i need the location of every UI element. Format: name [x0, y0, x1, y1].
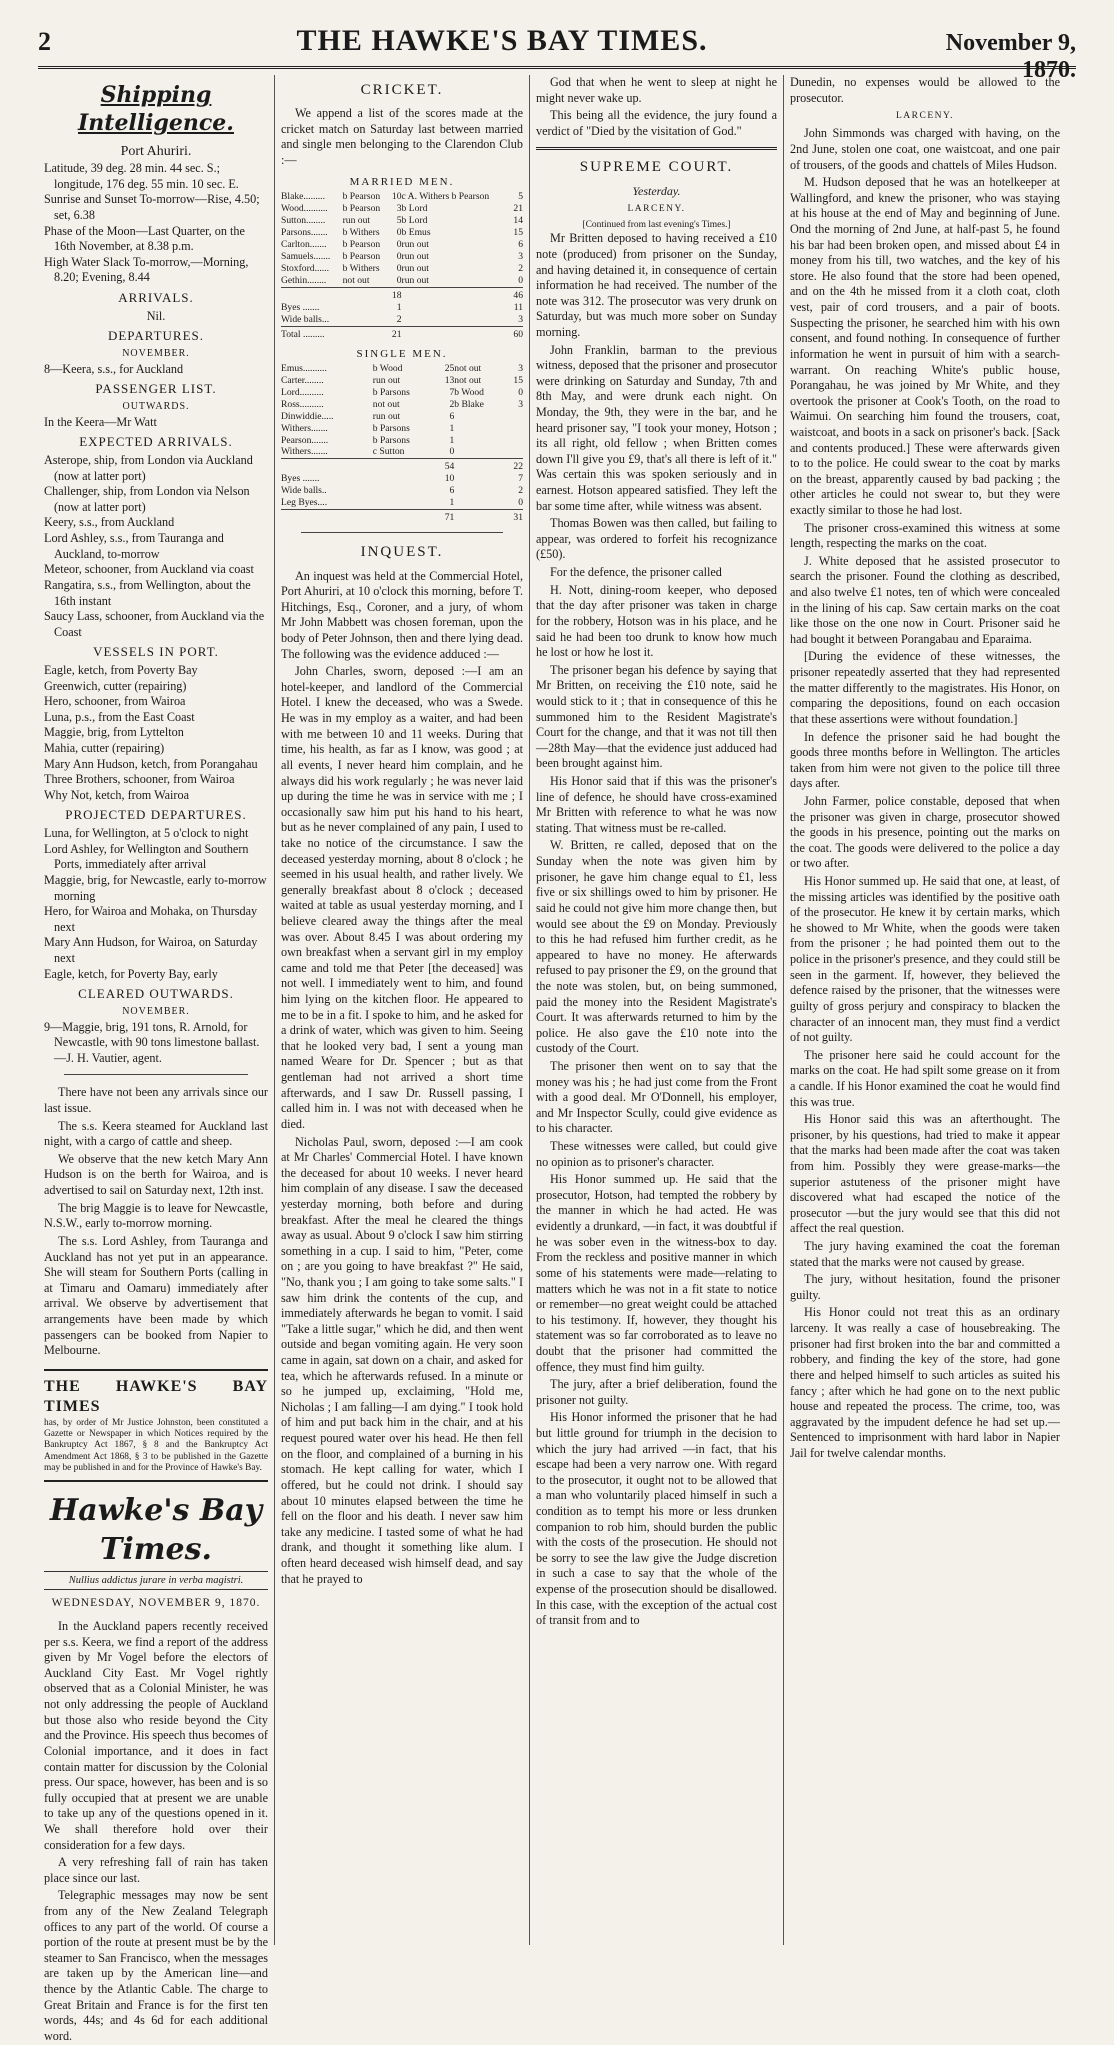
cleared-month: NOVEMBER.	[122, 1005, 190, 1017]
projected-item: Hero, for Wairoa and Mohaka, on Thursday next	[44, 904, 258, 934]
continued-note: [Continued from last evening's Times.]	[582, 220, 731, 231]
score-cell: 0	[396, 262, 402, 274]
score-cell: Withers.......	[281, 446, 328, 458]
score-cell: 1	[449, 434, 455, 446]
score-cell: 25	[444, 362, 455, 374]
extras-row	[281, 485, 523, 497]
departure-item: 8—Keera, s.s., for Auckland	[44, 361, 184, 376]
projected-item: Luna, for Wellington, at 5 o'clock to night	[44, 826, 249, 841]
score-cell: 7	[449, 386, 455, 398]
extras-row	[281, 302, 523, 314]
score-cell	[506, 423, 523, 435]
score-cell: not out	[372, 398, 400, 410]
editorial-paragraph: Telegraphic messages may now be sent from any of the New Zealand Telegraph offices to any part of the world. Of course a portion of the route at present must be by the steamer to San Francisco, when the messages are taken up by the American line—and thence by the Atlantic Cable. The charge to Great Britain and France is for the first ten words, 44s; and 4s 6d for each additional word.	[44, 1888, 268, 2043]
score-row	[281, 263, 523, 275]
larceny-paragraph: John Farmer, police constable, deposed that when the prisoner was given in charge, prosecutor showed the goods in his presence, pointing out the marks on the coat. The goods were delivered to the police a day or two after.	[790, 793, 1060, 871]
larceny-paragraph: [During the evidence of these witnesses, the prisoner repeatedly asserted that they had represented the matter differently to the magistrates. His Honor, on comparing the depositions, found on each occasion that these assertions were without foundation.]	[790, 649, 1060, 726]
score-cell: 0	[396, 274, 402, 286]
score-cell	[454, 423, 506, 435]
section-rule	[536, 147, 777, 150]
score-cell: b Pearson	[342, 238, 381, 250]
score-row	[281, 423, 523, 435]
expected-item: Challenger, ship, from London via Nelson (now at latter port)	[44, 484, 250, 514]
score-cell: 15	[513, 226, 523, 238]
editorial-paragraph: A very refreshing fall of rain has taken place since our last.	[44, 1855, 268, 1885]
inquest-paragraph: John Charles, sworn, deposed :—I am an hotel-keeper, and landlord of the Commercial Hotel. I knew the deceased, who was a Swede. He was in my employ as a waiter, and had been with me between 10 and 11 weeks. During that time, his health, as far as I know, was good ; at all events, I never heard him complain, and he always did his work regularly ; he was never laid up during the time he was in service with me ; I occasionally saw him put his hand to his heart, but as he never complained of any pain, I used to take no notice of the circumstance. I saw the deceased yesterday morning, about 8 o'clock ; he seemed in his usual health, and rather lively. We generally breakfast about 8 o'clock ; deceased waited at table as usual yesterday morning, and I believe cleared away the things after the meal was over. About 8.45 I was about ordering my own breakfast when a servant girl in my employ came and told me that Peter [the deceased] was not well. I immediately went to him, and found him lying on the kitchen floor. He appeared to me to be in a fit. I spoke to him, and he asked for a drink of water, which was given to him. Seeing that he looked very bad, I sent a young man named Weare for Dr. Spencer ; but as that gentleman had not arrived a short time afterwards, and I saw Dr. Russell passing, I called him in. I was not with deceased when he died.	[281, 664, 523, 1131]
supreme-day: Yesterday.	[632, 183, 681, 198]
expected-item: Meteor, schooner, from Auckland via coast	[44, 562, 254, 577]
subtotal-row	[281, 287, 523, 301]
score-cell: b Wood	[454, 386, 484, 398]
score-cell: 2	[518, 262, 523, 274]
larceny-paragraph: His Honor summed up. He said that one, at least, of the missing articles was identified by the positive oath of the prosecutor. He knew it by certain marks, which he showed to Mr White, when the goods were taken from the prisoner ; he had pointed them out to the police in the prisoner's presence, and they could still be seen in the garment. If, however, they believed the defence raised by the prisoner, that the witnesses were guilty of gross perjury and conspiracy to blacken the character of an innocent man, they must find a verdict of not guilty.	[790, 874, 1060, 1045]
extras-row	[281, 314, 523, 326]
score-cell: 2	[449, 398, 455, 410]
editorial-paper-title: Hawke's Bay Times.	[49, 1493, 263, 1567]
inquest-heading: INQUEST.	[360, 544, 444, 561]
expected-item: Keery, s.s., from Auckland	[44, 515, 175, 530]
score-cell: Carter........	[281, 374, 324, 386]
notice-title: THE HAWKE'S BAY TIMES	[44, 1377, 268, 1416]
passenger-heading: PASSENGER LIST.	[95, 381, 217, 397]
score-row	[281, 446, 523, 458]
supreme-paragraph: Thomas Bowen was then called, but failing to appear, was ordered to forfeit his recognizance (£50).	[536, 516, 777, 562]
total-value: 31	[506, 510, 523, 524]
score-cell: Ross..........	[281, 398, 324, 410]
subtotal-row	[281, 459, 523, 473]
single-heading: SINGLE MEN.	[356, 347, 448, 360]
departures-list	[44, 362, 268, 378]
notice-body: has, by order of Mr Justice Johnston, been constituted a Gazette or Newspaper in which Notices required by the Bankruptcy Act 1867, § 8 and the Bankruptcy Act Amendment Act 1868, § 3 to be published in the Gazette may be published in and for the Province of Hawke's Bay.	[44, 1417, 268, 1473]
score-row	[281, 239, 523, 251]
subtotal-cell: 22	[506, 459, 523, 473]
score-cell: c A. Withers b Pearson	[401, 190, 490, 202]
score-cell: Emus..........	[281, 362, 327, 374]
supreme-continued: Dunedin, no expenses would be allowed to the prosecutor.	[790, 75, 1060, 105]
score-row	[281, 203, 523, 215]
extras-value: 1	[449, 497, 455, 509]
editorial-dateline: WEDNESDAY, NOVEMBER 9, 1870.	[51, 1597, 261, 1610]
cleared-heading: CLEARED OUTWARDS.	[78, 986, 234, 1002]
extras-value: 2	[518, 485, 523, 497]
subtotal-cell: 54	[438, 459, 455, 473]
larceny-paragraph: The jury having examined the coat the foreman stated that the marks were not caused by grease.	[790, 1239, 1060, 1269]
supreme-paragraph: The prisoner then went on to say that the money was his ; he had just come from the Front with a good deal. Mr O'Donnell, his employer, and Mr Inspector Scully, could give evidence as to his character.	[536, 1058, 777, 1136]
expected-item: Rangatira, s.s., from Wellington, about the 16th instant	[44, 577, 251, 608]
score-cell: Blake.........	[281, 190, 325, 202]
score-cell: Parsons.......	[281, 226, 328, 238]
score-row	[281, 363, 523, 375]
score-cell: 13	[444, 374, 455, 386]
editorial-motto: Nullius addictus jurare in verba magistri.	[44, 1571, 268, 1590]
score-cell: 5	[396, 214, 402, 226]
score-row	[281, 275, 523, 287]
vessel-item: Eagle, ketch, from Poverty Bay	[44, 662, 198, 677]
total-label	[281, 510, 438, 524]
score-cell: Pearson.......	[281, 434, 329, 446]
subtotal-cell: 46	[511, 287, 523, 301]
inquest-paragraph: This being all the evidence, the jury found a verdict of "Died by the visitation of God."	[536, 108, 777, 138]
larceny-paragraph: In defence the prisoner said he had bought the goods three months before in Wellington. The articles taken from him were not given to the police till three days after.	[790, 729, 1060, 791]
port-info-list	[44, 161, 268, 286]
score-cell: 14	[513, 214, 523, 226]
passenger-subheading: OUTWARDS.	[122, 400, 190, 412]
larceny-paragraph: His Honor said this was an afterthought. The prisoner, by his questions, had tried to make it appear that the marks had been made after the coat was taken from him. Possibly they were grease-marks—the superior astuteness of the prisoner might have discovered what had escaped the notice of the prosecutor —but the jury would see that this did not affect the real question.	[790, 1112, 1060, 1236]
divider	[64, 1074, 248, 1075]
arrivals-text: Nil.	[146, 308, 166, 323]
score-cell: b Pearson	[342, 202, 381, 214]
score-row	[281, 227, 523, 239]
column-1	[38, 75, 274, 2043]
gazette-notice	[44, 1369, 268, 1482]
larceny2-body	[790, 126, 1060, 1461]
cricket-intro: We append a list of the scores made at the cricket match on Saturday last between married and single men belonging to the Clarendon Club :—	[281, 106, 523, 168]
score-cell: b Wood	[372, 362, 403, 374]
page-number: 2	[38, 27, 51, 56]
supreme-paragraph: These witnesses were called, but could give no opinion as to prisoner's character.	[536, 1139, 777, 1169]
expected-item: Lord Ashley, s.s., from Tauranga and Auckland, to-morrow	[44, 531, 224, 561]
score-cell: b Withers	[342, 226, 380, 238]
projected-item: Maggie, brig, for Newcastle, early to-morrow morning	[44, 872, 267, 903]
score-cell: 0	[518, 386, 523, 398]
score-cell	[454, 411, 506, 423]
cleared-item: 9—Maggie, brig, 191 tons, R. Arnold, for Newcastle, with 90 tons limestone ballast.—J. H. Vautier, agent.	[44, 1019, 260, 1065]
score-cell: run out	[401, 262, 429, 274]
vessel-item: Hero, schooner, from Wairoa	[44, 694, 186, 709]
score-cell: b Pearson	[342, 250, 381, 262]
score-cell: 3	[518, 362, 523, 374]
larceny-subheading-2: LARCENY.	[895, 111, 954, 122]
extras-value: 1	[396, 301, 402, 313]
larceny-paragraph: J. White deposed that he assisted prosecutor to search the prisoner. Found the clothing as described, and also twelve £1 notes, ten of which were concealed in the lining of his cap. Saw certain marks on the coat like those on the one now in Court. Prisoner said he had bought it between Porangabau and Eparaima.	[790, 553, 1060, 646]
score-row	[281, 411, 523, 423]
score-cell: 0	[396, 226, 402, 238]
extras-value: 7	[518, 473, 523, 485]
score-cell: run out	[401, 238, 429, 250]
score-cell: 15	[513, 374, 523, 386]
divider	[301, 532, 503, 533]
passenger-item: In the Keera—Mr Watt	[44, 414, 157, 429]
shipping-notes	[44, 1085, 268, 1358]
score-cell	[506, 411, 523, 423]
score-cell: b Blake	[454, 398, 484, 410]
score-cell: b Pearson	[342, 190, 381, 202]
shipping-note: The s.s. Keera steamed for Auckland last night, with a cargo of cattle and sheep.	[44, 1118, 268, 1149]
score-cell: run out	[401, 250, 429, 262]
score-cell: 3	[518, 398, 523, 410]
supreme-paragraph: H. Nott, dining-room keeper, who deposed that the day after prisoner was taken in charge for the robbery, Hotson was in his place, and he said he had been too drunk to know how much he lost or how he lost it.	[536, 582, 777, 660]
supreme-body	[536, 231, 777, 1629]
passenger-list	[44, 415, 268, 431]
editorial-paragraph: In the Auckland papers recently received per s.s. Keera, we find a report of the address given by Mr Vogel before the electors of Auckland City East. Mr Vogel rightly observed that as a Colonial Minister, he was not only addressing the people of Auckland but those also who reside beyond the City and the Province. His speech thus becomes of Colonial importance, and it does in fact contain matter for discussion by the Colonial press. Our space, however, has been and is so fully occupied that at present we are unable to take up any of the questions opened in it. We shall therefore hold over their consideration for a few days.	[44, 1619, 268, 1852]
vessel-item: Mahia, cutter (repairing)	[44, 741, 165, 755]
score-cell: 5	[518, 190, 523, 202]
score-cell: 0	[449, 446, 455, 458]
port-info-line: Sunrise and Sunset To-morrow—Rise, 4.50; set, 6.38	[44, 192, 260, 223]
expected-list	[44, 453, 268, 640]
supreme-paragraph: His Honor summed up. He said that the prosecutor, Hotson, had tempted the robbery by the manner in which he had acted. He was evidently a drunkard, —in fact, it was doubtful if he was sober even in the witness-box to day. From the reckless and positive manner in which some of his statements were made—relating to matters which he was not in a fit state to notice or remember—no great weight could be attached to his testimony. If, however, they thought his statement was so far corroborated as to leave no doubt that the prisoner had committed the offence, they must find him guilty.	[536, 1172, 777, 1374]
inquest-paragraph: Nicholas Paul, sworn, deposed :—I am cook at Mr Charles' Commercial Hotel. I have known the deceased for about 10 weeks. I never heard him complain of any disease. I saw the deceased yesterday morning, both before and during breakfast. After the meal he cleared the things away as usual. About 9 o'clock I saw him stirring something in a cup. I said to him, "Peter, come on ; are you going to have breakfast ?" He said, "No, thank you ; I am going to take some salts." I saw him drink the contents of the cup, and immediately afterwards he began to vomit. I said "Take a little sugar," which he did, and then went outside and began vomiting again. He very soon came in again, sat down on a chair, and asked for tea, which he afterwards refused. In a minute or so he jumped up, exclaiming, "Hold me, Nicholas ; I am falling—I am dying." I took hold of him and put back him in the chair, and at his request poured water over his head. He then fell on the floor, and complained of a burning in his stomach. He kept calling for water, which I offered, but he could not drink. I should say about 10 minutes elapsed between the time he fell on the floor and his death. I never saw him take any medicine. I tasted some of what he had drank, and thought it something like alum. I often heard deceased wish himself dead, and say that he prayed to	[281, 1134, 523, 1586]
score-row	[281, 251, 523, 263]
total-row	[281, 510, 523, 524]
projected-item: Mary Ann Hudson, for Wairoa, on Saturday next	[44, 935, 258, 965]
subtotal-cell: 18	[390, 287, 402, 301]
score-cell: 0	[396, 238, 402, 250]
score-cell: Stoxford......	[281, 262, 329, 274]
newspaper-title: THE HAWKE'S BAY TIMES.	[296, 24, 708, 57]
vessel-item: Mary Ann Hudson, ketch, from Porangahau	[44, 756, 258, 771]
projected-item: Lord Ashley, for Wellington and Southern Ports, immediately after arrival	[44, 841, 249, 872]
extras-value: 2	[396, 313, 402, 325]
shipping-note: The brig Maggie is to leave for Newcastle, N.S.W., early to-morrow morning.	[44, 1200, 268, 1231]
departures-heading: DEPARTURES.	[107, 328, 205, 344]
score-row	[281, 375, 523, 387]
single-scorecard	[281, 363, 523, 525]
masthead	[38, 24, 1076, 83]
extras-value: 11	[513, 301, 523, 313]
supreme-paragraph: The prisoner began his defence by saying that Mr Britten, on receiving the £10 note, said he would stick to it ; that in consequence of this he summoned him to the Resident Magistrate's Court for the change, and that it was not till then—28th May—that the evidence just adduced had been brought against him.	[536, 662, 777, 771]
port-info-line: High Water Slack To-morrow,—Morning, 8.20; Evening, 8.44	[44, 254, 249, 285]
extras-row	[281, 497, 523, 509]
editorial-body	[44, 1619, 268, 2044]
departures-month: NOVEMBER.	[122, 347, 190, 359]
total-row	[281, 326, 523, 340]
larceny-paragraph: The jury, without hesitation, found the prisoner guilty.	[790, 1272, 1060, 1302]
arrivals-heading: ARRIVALS.	[118, 290, 194, 306]
score-cell: b Lord	[401, 214, 428, 226]
score-cell: b Parsons	[372, 422, 410, 434]
score-cell: 3	[396, 202, 402, 214]
score-cell	[506, 446, 523, 458]
score-cell: b Parsons	[372, 386, 410, 398]
extras-label: Leg Byes....	[281, 497, 328, 509]
port-name: Port Ahuriri.	[120, 144, 192, 160]
larceny-paragraph: John Simmonds was charged with having, on the 2nd June, stolen one coat, one waistcoat, and one pair of trousers, of the goods and chattels of Miles Hudson.	[790, 126, 1060, 172]
score-cell: 0	[518, 274, 523, 286]
larceny-paragraph: M. Hudson deposed that he was an hotelkeeper at Wallingford, and knew the prisoner, who was staying at his house at the end of May and beginning of June. Ond the morning of 2nd June, at half-past 5, he found his bar had been broken open, and missed about £4 in money from his till, two watches, and the key of his store. He also found that the store had been opened, and on the 4th he missed from it a cloth coat, cloth vest, pair of cord trousers, and a pair of boots. Suspecting the prisoner, he searched him with his own consent, and found nothing. In consequence of further information he went in pursuit of him with a search-warrant. On reaching White's public house, Porangahau, he was joined by Mr White, and they overtook the prisoner at Cook's Tooth, on the road to Waimui. On searching him found the trousers, coat, waistcoat, and boots in a sack on prisoner's back. [Sack and contents produced.] These were afterwards given to to the police. He could swear to the coat by marks on the breast, apparently caused by bad packing ; the other articles he could not swear to, but they were exactly similar to those he had lost.	[790, 175, 1060, 517]
supreme-heading: SUPREME COURT.	[579, 159, 734, 176]
supreme-paragraph: John Franklin, barman to the previous witness, deposed that the prisoner and prosecutor were drinking on Saturday and Sunday, 7th and 8th May, and were drunk each night. On Monday, the 9th, they were in the bar, and he heard prisoner say, "I took your money, Hotson ; its all right, old fellow ; when Britten comes down I'll give you £9, that's all there is left of it." Was certain this was spoken seriously and in earnest. Hotson appeared satisfied. They left the bar some time after, while witness was absent.	[536, 342, 777, 513]
score-cell: 1	[449, 422, 455, 434]
supreme-paragraph: Mr Britten deposed to having received a £10 note (produced) from prisoner on the Sunday, and having detained it, in consequence of certain information he had received. The number of the note was 312. The prosecutor was very drunk on Saturday, but was much more sober on Sunday morning.	[536, 231, 777, 339]
vessel-item: Luna, p.s., from the East Coast	[44, 709, 195, 724]
total-value: 71	[438, 510, 455, 524]
score-cell: b Parsons	[372, 434, 410, 446]
extras-label: Wide balls...	[281, 313, 330, 325]
score-cell: 0	[396, 250, 402, 262]
inquest-paragraph: God that when he went to sleep at night he might never wake up.	[536, 75, 777, 105]
inquest-body	[281, 569, 523, 1588]
cleared-list	[44, 1020, 268, 1067]
larceny-subheading: LARCENY.	[627, 203, 686, 214]
score-cell: Samuels.......	[281, 250, 331, 262]
total-label: Total .........	[281, 326, 390, 340]
larceny-paragraph: His Honor could not treat this as an ordinary larceny. It was really a case of housebreaking. The prisoner had first broken into the bar and committed a robbery, and finding the key of the store, had gone there and helped himself to such articles as suited his fancy ; after which he had gone on to the next public house and repeated the process. The crime, too, was aggravated by the impudent defence he had set up.—Sentenced to imprisonment with hard labor in Napier Jail for twelve calendar months.	[790, 1305, 1060, 1460]
score-row	[281, 191, 523, 203]
score-cell	[454, 446, 506, 458]
score-cell: Carlton.......	[281, 238, 327, 250]
total-value: 60	[511, 326, 523, 340]
score-row	[281, 215, 523, 227]
supreme-paragraph: His Honor informed the prisoner that he had but little ground for triumph in the decision to which the jury had arrived —in fact, that his escape had been a very narrow one. With regard to the prosecutor, it ought not to be allowed that a man who voluntarily placed himself in such a condition as to tempt his more or less drunken companion to rob him, should burden the public with the costs of the prosecution. He should not be sorry to see the law give the Judge discretion in such a case to say that the whole of the expense of the prosecution should be disallowed. In this case, with the exception of the actual cost of transit from and to	[536, 1410, 777, 1628]
score-cell: 6	[518, 238, 523, 250]
projected-list	[44, 826, 268, 982]
married-scorecard	[281, 191, 523, 341]
score-cell	[506, 435, 523, 447]
larceny-paragraph: The prisoner here said he could account for the marks on the coat. He had spilt some grease on it from a candle. If his Honor examined the coat he would find this was true.	[790, 1047, 1060, 1109]
expected-heading: EXPECTED ARRIVALS.	[79, 434, 233, 450]
inquest-paragraph: An inquest was held at the Commercial Hotel, Port Ahuriri, at 10 o'clock this morning, before T. Hitchings, Esq., Coroner, and a jury, of whom Mr John Mabbett was chosen foreman, upon the body of Peter Johnson, then and there lying dead. The following was the evidence adduced :—	[281, 568, 523, 661]
extras-value: 10	[444, 473, 455, 485]
score-cell: 3	[518, 250, 523, 262]
score-cell	[454, 435, 506, 447]
column-3	[529, 75, 783, 1945]
extras-value: 6	[449, 485, 455, 497]
extras-label: Wide balls..	[281, 485, 327, 497]
score-cell: Withers.......	[281, 422, 328, 434]
vessels-heading: VESSELS IN PORT.	[93, 644, 219, 660]
port-info-line: Phase of the Moon—Last Quarter, on the 16th November, at 8.38 p.m.	[44, 223, 245, 254]
vessels-list	[44, 663, 268, 803]
vessel-item: Three Brothers, schooner, from Wairoa	[44, 772, 235, 787]
supreme-paragraph: The jury, after a brief deliberation, found the prisoner not guilty.	[536, 1377, 777, 1407]
score-cell: Wood..........	[281, 202, 328, 214]
inquest-continued	[536, 75, 777, 139]
extras-value: 0	[518, 497, 523, 509]
score-cell: Lord..........	[281, 386, 324, 398]
projected-item: Eagle, ketch, for Poverty Bay, early	[44, 966, 218, 981]
shipping-note: We observe that the new ketch Mary Ann Hudson is on the berth for Wairoa, and is advertised to sail on Saturday next, 12th inst.	[44, 1151, 268, 1198]
score-cell: not out	[454, 362, 482, 374]
cricket-heading: CRICKET.	[360, 82, 444, 98]
score-cell: Sutton........	[281, 214, 326, 226]
score-cell: Dinwiddie.....	[281, 410, 334, 422]
score-row	[281, 399, 523, 411]
score-cell: Gethin........	[281, 274, 327, 286]
score-cell: not out	[342, 274, 370, 286]
larceny-paragraph: The prisoner cross-examined this witness at some length, respecting the marks on the coat.	[790, 520, 1060, 551]
supreme-paragraph: His Honor said that if this was the prisoner's line of defence, he should have cross-examined Mr Britten with reference to what he was now stating. That witness must be re-called.	[536, 774, 777, 835]
total-value: 21	[390, 326, 402, 340]
expected-item: Saucy Lass, schooner, from Auckland via the Coast	[44, 609, 265, 639]
score-cell: run out	[342, 214, 371, 226]
score-row	[281, 435, 523, 447]
score-cell: c Sutton	[372, 446, 405, 458]
projected-heading: PROJECTED DEPARTURES.	[65, 807, 247, 823]
shipping-note: The s.s. Lord Ashley, from Tauranga and Auckland has not yet put in an appearance. She will steam for Southern Ports (calling in at Timaru and Oamaru) immediately after arrival. We observe by advertisement that arrangements have been made by which passengers can be booked from Napier to Melbourne.	[44, 1233, 268, 1358]
score-cell: b Emus	[401, 226, 431, 238]
vessel-item: Maggie, brig, from Lyttelton	[44, 725, 184, 740]
score-row	[281, 387, 523, 399]
issue-date: November 9, 1870.	[945, 30, 1076, 83]
extras-value: 3	[518, 313, 523, 325]
vessel-item: Greenwich, cutter (repairing)	[44, 678, 187, 693]
shipping-heading: Shipping Intelligence.	[78, 82, 234, 137]
extras-label: Byes .......	[281, 473, 320, 485]
column-4	[783, 75, 1066, 1945]
expected-item: Asterope, ship, from London via Auckland (now at latter port)	[44, 453, 253, 483]
shipping-note: There have not been any arrivals since our last issue.	[44, 1085, 268, 1116]
score-cell: b Withers	[342, 262, 380, 274]
score-cell: 10	[391, 190, 402, 202]
score-cell: 21	[513, 202, 523, 214]
score-cell: run out	[372, 410, 401, 422]
column-2	[274, 75, 529, 1945]
score-cell: 6	[449, 410, 455, 422]
extras-label: Byes .......	[281, 301, 320, 313]
extras-row	[281, 473, 523, 485]
score-cell: not out	[454, 374, 482, 386]
score-cell: run out	[401, 274, 429, 286]
score-cell: b Lord	[401, 202, 428, 214]
married-heading: MARRIED MEN.	[349, 175, 455, 188]
vessel-item: Why Not, ketch, from Wairoa	[44, 787, 189, 802]
supreme-paragraph: W. Britten, re called, deposed that on the Sunday when the note was given him by prisoner, he gave him change equal to £1, less five or six shillings owed to him by prisoner. He said he could not give him more change then, but would see about the £9 on Monday. Previously to this he had refused him further credit, as he appeared to have no money. He afterwards refused to pay prisoner the £9, on the ground that the note was stolen, but, on being summoned, paid the money into the Resident Magistrate's Court. It was afterwards returned to him by the police. He also gave the £10 note into the custody of the Court.	[536, 838, 777, 1056]
port-info-line: Latitude, 39 deg. 28 min. 44 sec. S.; longitude, 176 deg. 55 min. 10 sec. E.	[44, 161, 239, 191]
supreme-paragraph: For the defence, the prisoner called	[550, 565, 722, 580]
score-cell: run out	[372, 374, 401, 386]
